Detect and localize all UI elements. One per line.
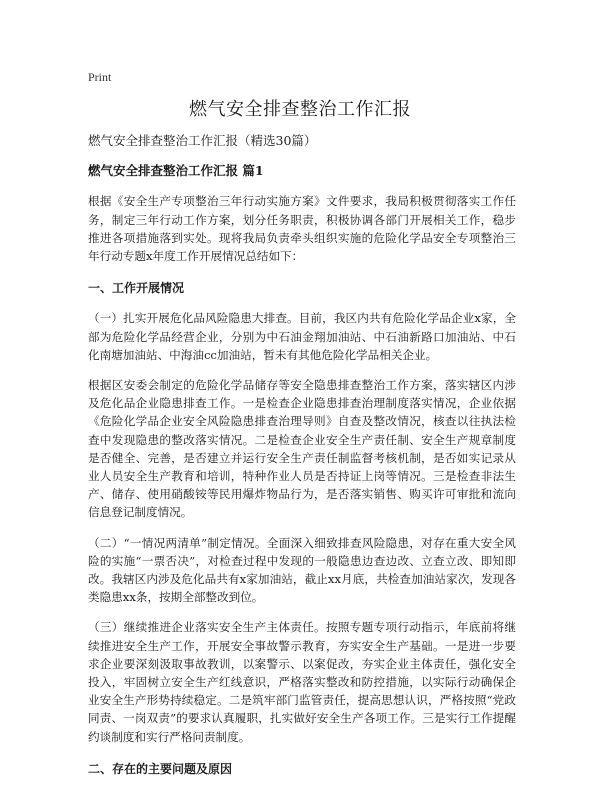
paragraph-4: （三）继续推进企业落实安全生产主体责任。按照专题专项行动指示，年底前将继续推进安全生产工作，开展安全事故警示教育，夯实安全生产基础。一是进一步要求企业要深刻汲取事故教训，以案警示、以案促改，夯实企业主体责任，强化安全投入，牢固树立安全生产红线意识，严格落实整改和防控措施，以实际行动确保企业安全生产形势持续稳定。二是筑牢部门监管责任，提高思想认识，严格按照“党政同责、一岗双责”的要求认真履职，扎实做好安全生产各项工作。三是实行工作提醒约谈制度和实行严格问责制度。: [88, 620, 516, 744]
intro-paragraph: 根据《安全生产专项整治三年行动实施方案》文件要求，我局积极贯彻落实工作任务，制定三年行动工作方案，划分任务职责，积极协调各部门开展相关工作，稳步推进各项措施落到实处。现将我局负责牵头组织实施的危险化学品安全专项整治三年行动专题x年度工作开展情况总结如下：: [88, 194, 516, 264]
section-title: 燃气安全排查整治工作汇报 篇1: [88, 163, 264, 179]
paragraph-1: （一）扎实开展危化品风险隐患大排查。目前，我区内共有危险化学品企业x家，全部为危险化学品经营企业，分别为中石油金翔加油站、中石油新路口加油站、中石化南塘加油站、中海油cc加油站，暂未有其他危险化学品相关企业。: [88, 311, 516, 362]
print-label: Print: [88, 70, 112, 84]
heading-problems: 二、存在的主要问题及原因: [88, 761, 233, 776]
paragraph-3: （二）“一情况两清单”制定情况。全面深入细致排查风险隐患，对存在重大安全风险的实施“一票否决”，对检查过程中发现的一般隐患边查边改、立查立改、即知即改。我辖区内涉及危化品共有x家加油站，截止xx月底，共检查加油站家次，发现各类隐患xx条，按期全部整改到位。: [88, 535, 516, 605]
heading-work-status: 一、工作开展情况: [88, 281, 185, 296]
paragraph-2: 根据区安委会制定的危险化学品储存等安全隐患排查整治工作方案，落实辖区内涉及危化品企业隐患排查工作。一是检查企业隐患排查治理制度落实情况，企业依据《危险化学品企业安全风险隐患排查治理导则》自查及整改情况，核查以往执法检查中发现隐患的整改落实情况。二是检查企业安全生产责任制、安全生产规章制度是否健全、完善，是否建立并运行安全生产责任制监督考核机制，是否如实记录从业人员安全生产教育和培训，特种作业人员是否持证上岗等情况。三是检查非法生产、储存、使用硝酸铵等民用爆炸物品行为，是否落实销售、购买许可审批和流向信息登记制度情况。: [88, 378, 516, 520]
document-subtitle: 燃气安全排查整治工作汇报（精选30篇）: [88, 133, 317, 148]
page-title: 燃气安全排查整治工作汇报: [189, 99, 411, 120]
document-body: [88, 132, 516, 790]
